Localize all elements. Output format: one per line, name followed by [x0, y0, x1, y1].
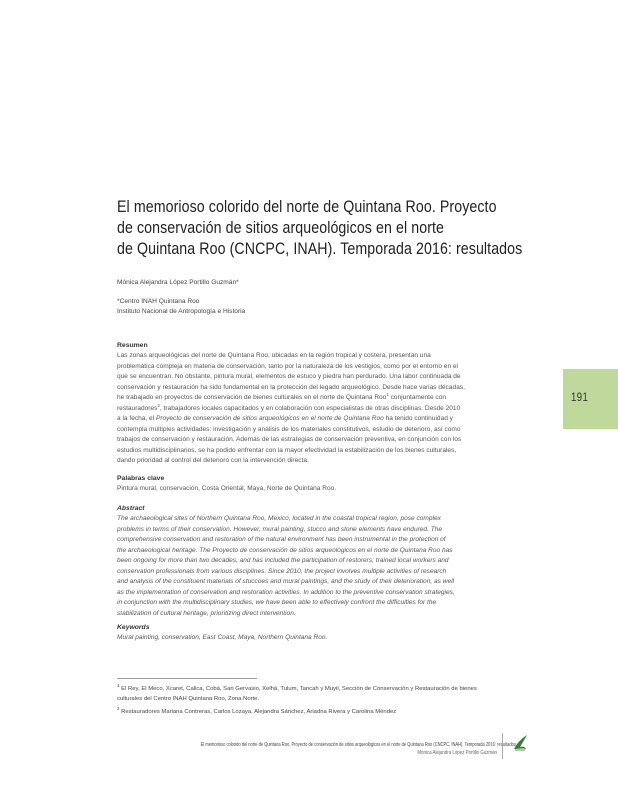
running-footer-author: Mónica Alejandra López Portillo Guzmán [417, 749, 497, 756]
resumen-line: trabajos de conservación y restauración. Además de las estrategias de conservación preventiva, en conjunción con los [117, 436, 462, 443]
abstract-heading: Abstract [117, 505, 145, 512]
resumen-line-part: he trabajado en proyectos de conservación de bienes culturales en el norte de Quintana Roo [117, 394, 387, 401]
palabras-clave-heading: Palabras clave [117, 475, 165, 482]
page-number-tab [563, 369, 618, 429]
resumen-line: que se encuentran. No obstante, pintura mural, elementos de estuco y piedra han perdurado. Una labor continuada de [117, 373, 461, 380]
footnote-1-line-1 [117, 685, 507, 695]
resumen-line: dando prioridad al control del deterioro con la intervención directa. [117, 457, 309, 464]
affiliation-line-2: Instituto Nacional de Antropología e Historia [117, 308, 246, 315]
resumen-line: contempla múltiples actividades: investigación y análisis de los materiales constitutivos, estudio de deterioro, así como [117, 425, 461, 433]
running-footer-title: El memorioso colorido del norte de Quintana Roo. Proyecto de conservación de sitios arqueológicos en el norte de Quintana Roo (CNCPC, INAH). Temporada 2016: resultados [200, 742, 516, 748]
abstract-line: in conjunction with the multidisciplinary studies, we have been able to effectively confront the difficulties for the [117, 599, 437, 606]
abstract-text [117, 514, 505, 619]
footnote-1 [117, 685, 507, 704]
footnote-2-number: 2 [117, 706, 120, 711]
keywords-text [117, 633, 505, 644]
page-number: 191 [571, 390, 589, 404]
abstract-line: and analysis of the constituent materials of stuccoes and mural paintings, and the study of their deterioration, as well [117, 578, 454, 585]
resumen-line-part: restauradores [117, 404, 158, 412]
abstract-line: as the implementation of conservation and restoration activities. In addition to the preventive conservation strategies, [117, 588, 455, 596]
footnote-ref-2: 2 [157, 403, 160, 408]
abstract-line: the archaeological heritage. The Proyecto de conservación de sitios arqueológicos en el norte de Quintana Roo has [117, 546, 453, 554]
resumen-line-part: a la fecha, el [117, 415, 156, 422]
footnote-divider [117, 678, 257, 679]
running-footer [117, 742, 516, 757]
author-name: Mónica Alejandra López Portillo Guzmán* [117, 279, 239, 286]
resumen-line-part: , trabajadores locales capacitados y en colaboración con especialistas de otras disciplinas. Desde 2010 [159, 404, 461, 412]
footnote-ref-1: 1 [386, 393, 389, 397]
resumen-line-part: ha tenido continuidad y [383, 415, 453, 422]
resumen-line: problemática compleja en materia de conservación, tanto por la naturaleza de los vestigios, como por el entorno en el [117, 362, 458, 370]
abstract-line: The archaeological sites of Northern Quintana Roo, Mexico, located in the coastal tropical region, pose complex [117, 515, 441, 522]
footnote-1-number: 1 [117, 683, 120, 688]
abstract-line: been ongoing for more than two decades, and has included the participation of restorers, trained local workers and [117, 557, 449, 564]
resumen-line: Las zonas arqueológicas del norte de Quintana Roo, ubicadas en la región tropical y costera, presentan una [117, 352, 431, 359]
resumen-line-part: conjuntamente con [388, 394, 446, 401]
title-line-2: de conservación de sitios arqueológicos en el norte [117, 219, 445, 237]
resumen-heading: Resumen [117, 342, 148, 349]
resumen-line [117, 414, 505, 425]
project-name-italic: Proyecto de conservación de sitios arqueológicos en el norte de Quintana Roo [155, 415, 384, 422]
resumen-line [117, 393, 505, 404]
abstract-line: comprehensive conservation and restoration of the natural environment has been instrumental in the protection of [117, 536, 446, 543]
resumen-line: estudios multidisciplinarios, se ha podido enfrentar con la mayor efectividad la estabilización de los bienes culturales, [117, 446, 457, 454]
inah-bird-logo-icon [511, 733, 529, 753]
abstract-line: conservation professionals from various disciplines. Since 2010, the project involves multiple activities of research [117, 567, 447, 575]
resumen-line: conservación y restauración ha sido fundamental en la protección del legado arqueológico. Desde hace varias décadas, [117, 383, 465, 391]
resumen-text [117, 351, 505, 467]
keywords-heading: Keywords [117, 624, 150, 631]
affiliation [117, 297, 245, 317]
keywords-line: Mural painting, conservation, East Coast, Maya, Northern Quintana Roo. [117, 634, 328, 641]
footnote-2 [117, 708, 507, 718]
palabras-clave-text [117, 484, 505, 495]
abstract-line: stabilization of cultural heritage, prioritizing direct intervention. [117, 609, 296, 617]
abstract-line: problems in terms of their conservation. However, mural painting, stucco and stone elements have endured. The [117, 525, 442, 533]
article-title [117, 197, 523, 260]
resumen-line [117, 404, 505, 415]
title-line-1: El memorioso colorido del norte de Quintana Roo. Proyecto [117, 198, 497, 216]
title-line-3: de Quintana Roo (CNCPC, INAH). Temporada 2016: resultados [117, 240, 523, 258]
footnote-1-line-2: culturales del Centro INAH Quintana Roo, Zona Norte. [117, 695, 260, 702]
footnote-2-text: Restauradores Mariana Contreras, Carlos Lozaya, Alejandra Sánchez, Ariadna Rivera y Carolina Méndez [119, 709, 397, 715]
footnote-2-line [117, 708, 507, 718]
footnote-1-text: El Rey, El Meco, Xcaret, Calica, Cobá, San Gervasio, Xelhá, Tulum, Tancah y Muyil, Sección de Conservación y Restauración de bienes [119, 686, 477, 692]
footer-vertical-rule [502, 733, 503, 759]
affiliation-line-1: *Centro INAH Quintana Roo [117, 298, 200, 305]
palabras-clave-line: Pintura mural, conservación, Costa Oriental, Maya, Norte de Quintana Roo. [117, 485, 337, 492]
